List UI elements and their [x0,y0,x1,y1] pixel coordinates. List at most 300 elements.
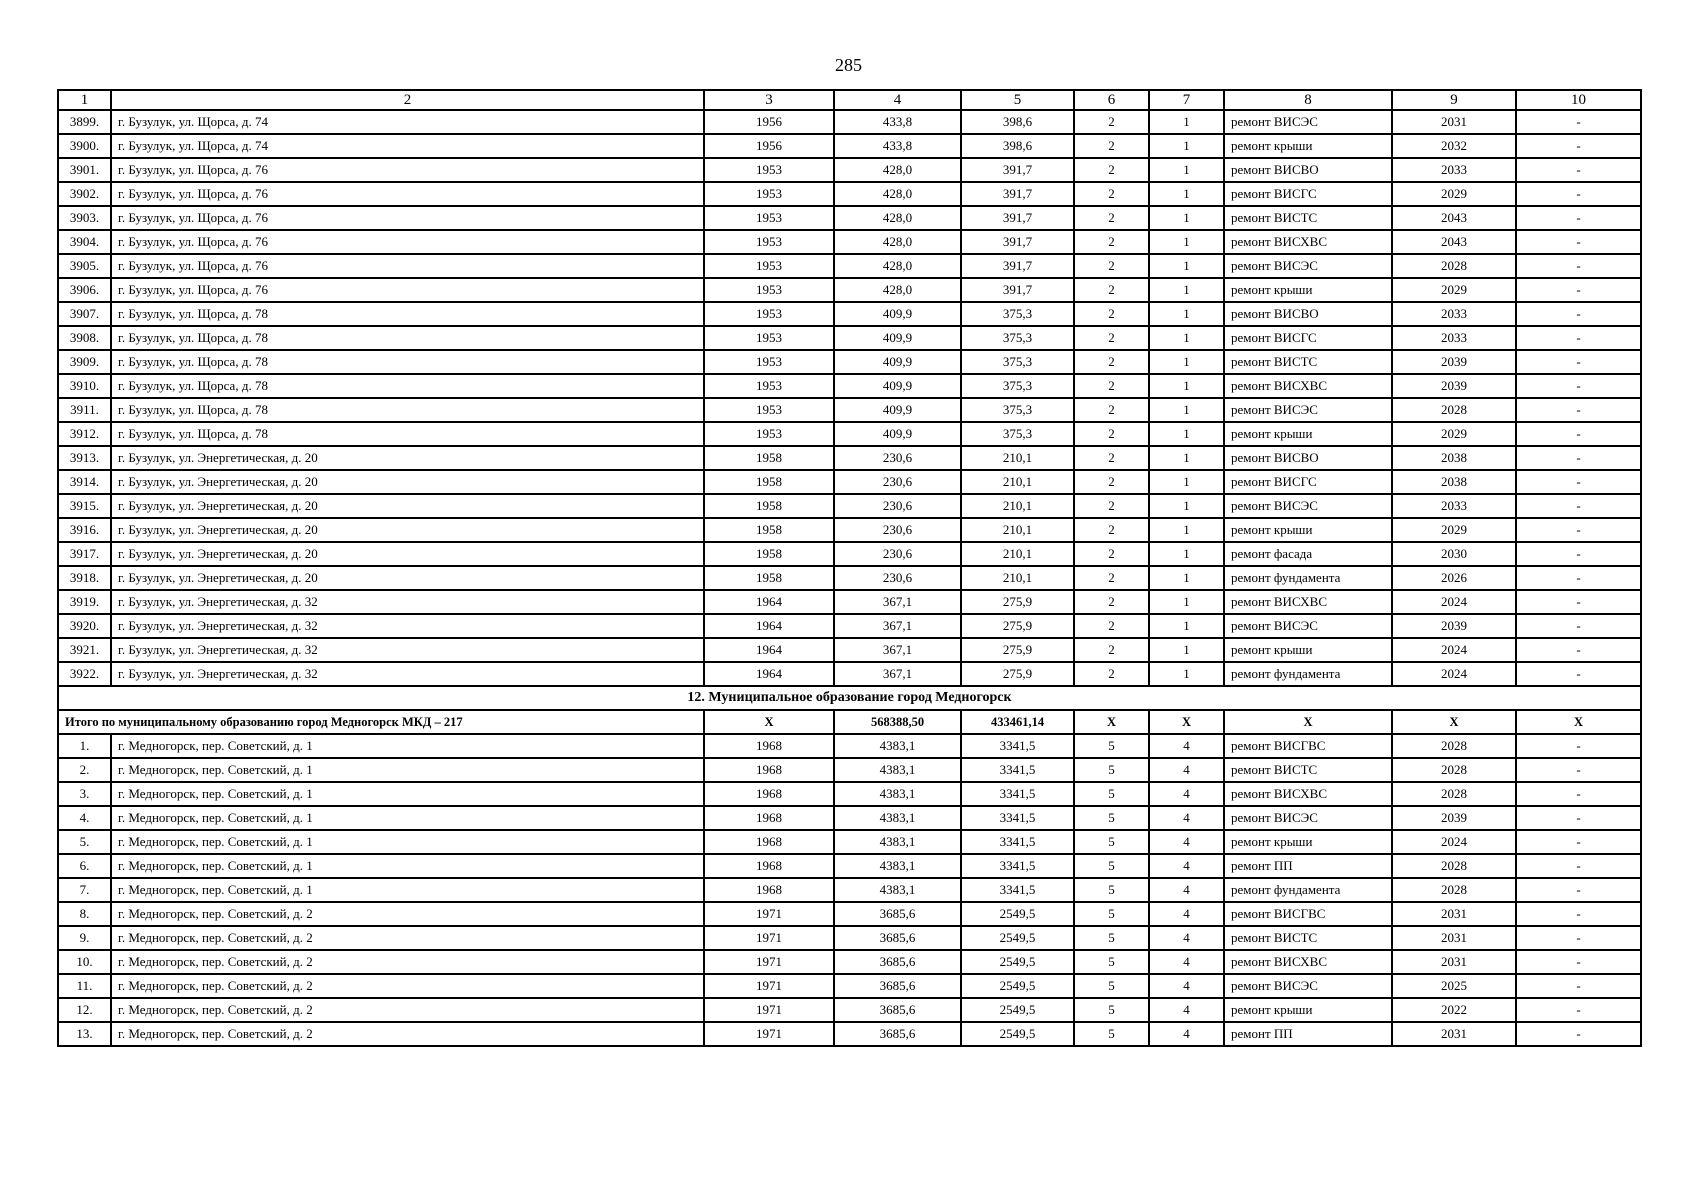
address-cell: г. Бузулук, ул. Щорса, д. 78 [111,302,704,326]
entrances-cell: 4 [1149,878,1224,902]
living-area-cell: 275,9 [961,614,1074,638]
entrances-cell: 1 [1149,470,1224,494]
column-header: 6 [1074,90,1149,110]
planned-year-cell: 2043 [1392,230,1516,254]
entrances-cell: 1 [1149,662,1224,686]
work-type-cell: ремонт ПП [1224,1022,1392,1046]
floors-cell: 2 [1074,206,1149,230]
address-cell: г. Бузулук, ул. Щорса, д. 76 [111,158,704,182]
note-cell: - [1516,350,1641,374]
row-number-cell: 7. [58,878,111,902]
total-value: X [704,710,834,734]
year-built-cell: 1968 [704,830,834,854]
row-number-cell: 6. [58,854,111,878]
row-number-cell: 3919. [58,590,111,614]
living-area-cell: 375,3 [961,422,1074,446]
address-cell: г. Бузулук, ул. Энергетическая, д. 20 [111,542,704,566]
total-area-cell: 230,6 [834,566,961,590]
register-table-body [58,90,1641,1046]
planned-year-cell: 2028 [1392,734,1516,758]
living-area-cell: 275,9 [961,662,1074,686]
work-type-cell: ремонт ВИСЭС [1224,806,1392,830]
work-type-cell: ремонт ВИСТС [1224,758,1392,782]
table-row [58,974,1641,998]
entrances-cell: 4 [1149,734,1224,758]
section-row [58,686,1641,710]
planned-year-cell: 2033 [1392,326,1516,350]
floors-cell: 5 [1074,830,1149,854]
year-built-cell: 1958 [704,542,834,566]
note-cell: - [1516,446,1641,470]
table-row [58,806,1641,830]
year-built-cell: 1953 [704,350,834,374]
living-area-cell: 375,3 [961,326,1074,350]
year-built-cell: 1953 [704,374,834,398]
work-type-cell: ремонт ВИСЭС [1224,398,1392,422]
note-cell: - [1516,614,1641,638]
floors-cell: 5 [1074,854,1149,878]
address-cell: г. Бузулук, ул. Щорса, д. 76 [111,206,704,230]
row-number-cell: 3. [58,782,111,806]
living-area-cell: 210,1 [961,446,1074,470]
floors-cell: 2 [1074,542,1149,566]
entrances-cell: 1 [1149,230,1224,254]
year-built-cell: 1953 [704,230,834,254]
note-cell: - [1516,566,1641,590]
planned-year-cell: 2028 [1392,254,1516,278]
row-number-cell: 3906. [58,278,111,302]
page-number: 285 [835,55,862,75]
entrances-cell: 4 [1149,902,1224,926]
year-built-cell: 1971 [704,902,834,926]
year-built-cell: 1971 [704,950,834,974]
total-value: X [1224,710,1392,734]
total-area-cell: 367,1 [834,638,961,662]
work-type-cell: ремонт ВИСЭС [1224,110,1392,134]
year-built-cell: 1971 [704,926,834,950]
floors-cell: 2 [1074,662,1149,686]
living-area-cell: 2549,5 [961,1022,1074,1046]
total-area-cell: 230,6 [834,518,961,542]
year-built-cell: 1958 [704,494,834,518]
total-area-cell: 367,1 [834,614,961,638]
living-area-cell: 391,7 [961,254,1074,278]
address-cell: г. Медногорск, пер. Советский, д. 2 [111,950,704,974]
header-row [58,90,1641,110]
note-cell: - [1516,542,1641,566]
floors-cell: 2 [1074,446,1149,470]
work-type-cell: ремонт крыши [1224,422,1392,446]
entrances-cell: 1 [1149,590,1224,614]
living-area-cell: 375,3 [961,302,1074,326]
row-number-cell: 3899. [58,110,111,134]
entrances-cell: 1 [1149,638,1224,662]
table-row [58,998,1641,1022]
planned-year-cell: 2024 [1392,638,1516,662]
living-area-cell: 210,1 [961,470,1074,494]
living-area-cell: 2549,5 [961,950,1074,974]
planned-year-cell: 2024 [1392,830,1516,854]
living-area-cell: 210,1 [961,518,1074,542]
table-row [58,854,1641,878]
entrances-cell: 1 [1149,422,1224,446]
work-type-cell: ремонт ВИСВО [1224,158,1392,182]
row-number-cell: 3905. [58,254,111,278]
address-cell: г. Медногорск, пер. Советский, д. 1 [111,854,704,878]
year-built-cell: 1971 [704,998,834,1022]
total-area-cell: 428,0 [834,182,961,206]
note-cell: - [1516,422,1641,446]
table-row [58,230,1641,254]
planned-year-cell: 2028 [1392,758,1516,782]
address-cell: г. Медногорск, пер. Советский, д. 1 [111,782,704,806]
year-built-cell: 1958 [704,566,834,590]
living-area-cell: 391,7 [961,278,1074,302]
row-number-cell: 1. [58,734,111,758]
living-area-cell: 3341,5 [961,854,1074,878]
row-number-cell: 3921. [58,638,111,662]
floors-cell: 5 [1074,902,1149,926]
total-area-cell: 230,6 [834,470,961,494]
planned-year-cell: 2039 [1392,350,1516,374]
note-cell: - [1516,662,1641,686]
total-area-cell: 428,0 [834,206,961,230]
column-header: 1 [58,90,111,110]
total-area-cell: 409,9 [834,422,961,446]
total-value: 568388,50 [834,710,961,734]
address-cell: г. Медногорск, пер. Советский, д. 1 [111,758,704,782]
year-built-cell: 1968 [704,734,834,758]
planned-year-cell: 2033 [1392,302,1516,326]
planned-year-cell: 2024 [1392,590,1516,614]
work-type-cell: ремонт ВИСХВС [1224,230,1392,254]
year-built-cell: 1953 [704,326,834,350]
address-cell: г. Бузулук, ул. Щорса, д. 74 [111,134,704,158]
address-cell: г. Бузулук, ул. Щорса, д. 78 [111,326,704,350]
work-type-cell: ремонт ВИСВО [1224,302,1392,326]
floors-cell: 2 [1074,326,1149,350]
living-area-cell: 398,6 [961,110,1074,134]
total-value: X [1074,710,1149,734]
floors-cell: 2 [1074,566,1149,590]
column-header: 8 [1224,90,1392,110]
planned-year-cell: 2039 [1392,806,1516,830]
entrances-cell: 4 [1149,950,1224,974]
total-area-cell: 230,6 [834,446,961,470]
row-number-cell: 8. [58,902,111,926]
year-built-cell: 1953 [704,278,834,302]
note-cell: - [1516,254,1641,278]
table-row [58,350,1641,374]
living-area-cell: 3341,5 [961,758,1074,782]
note-cell: - [1516,734,1641,758]
work-type-cell: ремонт ВИСХВС [1224,374,1392,398]
entrances-cell: 1 [1149,254,1224,278]
year-built-cell: 1958 [704,446,834,470]
total-area-cell: 4383,1 [834,782,961,806]
year-built-cell: 1953 [704,422,834,446]
address-cell: г. Бузулук, ул. Щорса, д. 78 [111,422,704,446]
table-row [58,326,1641,350]
address-cell: г. Бузулук, ул. Энергетическая, д. 32 [111,614,704,638]
floors-cell: 2 [1074,470,1149,494]
work-type-cell: ремонт ВИСГВС [1224,734,1392,758]
note-cell: - [1516,182,1641,206]
total-area-cell: 428,0 [834,158,961,182]
row-number-cell: 3900. [58,134,111,158]
total-area-cell: 409,9 [834,350,961,374]
column-header: 9 [1392,90,1516,110]
address-cell: г. Бузулук, ул. Энергетическая, д. 32 [111,638,704,662]
row-number-cell: 10. [58,950,111,974]
work-type-cell: ремонт ВИСТС [1224,926,1392,950]
note-cell: - [1516,470,1641,494]
note-cell: - [1516,494,1641,518]
table-row [58,374,1641,398]
floors-cell: 2 [1074,110,1149,134]
note-cell: - [1516,590,1641,614]
total-area-cell: 4383,1 [834,878,961,902]
total-area-cell: 428,0 [834,254,961,278]
row-number-cell: 3907. [58,302,111,326]
address-cell: г. Бузулук, ул. Энергетическая, д. 20 [111,470,704,494]
planned-year-cell: 2022 [1392,998,1516,1022]
planned-year-cell: 2031 [1392,110,1516,134]
entrances-cell: 1 [1149,566,1224,590]
entrances-cell: 4 [1149,830,1224,854]
note-cell: - [1516,302,1641,326]
living-area-cell: 2549,5 [961,974,1074,998]
planned-year-cell: 2039 [1392,614,1516,638]
living-area-cell: 375,3 [961,398,1074,422]
planned-year-cell: 2028 [1392,878,1516,902]
table-row [58,254,1641,278]
row-number-cell: 3914. [58,470,111,494]
row-number-cell: 3917. [58,542,111,566]
table-row [58,566,1641,590]
living-area-cell: 3341,5 [961,734,1074,758]
floors-cell: 5 [1074,926,1149,950]
year-built-cell: 1953 [704,158,834,182]
planned-year-cell: 2028 [1392,854,1516,878]
total-area-cell: 409,9 [834,374,961,398]
year-built-cell: 1956 [704,110,834,134]
living-area-cell: 3341,5 [961,830,1074,854]
living-area-cell: 391,7 [961,158,1074,182]
living-area-cell: 3341,5 [961,878,1074,902]
table-row [58,542,1641,566]
planned-year-cell: 2033 [1392,494,1516,518]
address-cell: г. Медногорск, пер. Советский, д. 2 [111,902,704,926]
row-number-cell: 3913. [58,446,111,470]
total-area-cell: 4383,1 [834,830,961,854]
address-cell: г. Бузулук, ул. Щорса, д. 76 [111,230,704,254]
row-number-cell: 9. [58,926,111,950]
work-type-cell: ремонт ВИСЭС [1224,974,1392,998]
row-number-cell: 3916. [58,518,111,542]
total-value: X [1149,710,1224,734]
row-number-cell: 11. [58,974,111,998]
year-built-cell: 1968 [704,806,834,830]
living-area-cell: 210,1 [961,566,1074,590]
note-cell: - [1516,278,1641,302]
entrances-cell: 4 [1149,998,1224,1022]
planned-year-cell: 2031 [1392,950,1516,974]
planned-year-cell: 2024 [1392,662,1516,686]
row-number-cell: 3910. [58,374,111,398]
total-area-cell: 230,6 [834,494,961,518]
planned-year-cell: 2026 [1392,566,1516,590]
row-number-cell: 3903. [58,206,111,230]
entrances-cell: 1 [1149,614,1224,638]
address-cell: г. Медногорск, пер. Советский, д. 1 [111,734,704,758]
row-number-cell: 3915. [58,494,111,518]
entrances-cell: 4 [1149,1022,1224,1046]
row-number-cell: 3901. [58,158,111,182]
table-row [58,518,1641,542]
floors-cell: 2 [1074,302,1149,326]
table-row [58,206,1641,230]
living-area-cell: 275,9 [961,590,1074,614]
total-area-cell: 433,8 [834,110,961,134]
year-built-cell: 1953 [704,206,834,230]
floors-cell: 2 [1074,374,1149,398]
note-cell: - [1516,950,1641,974]
address-cell: г. Бузулук, ул. Энергетическая, д. 20 [111,566,704,590]
work-type-cell: ремонт ПП [1224,854,1392,878]
row-number-cell: 3911. [58,398,111,422]
table-row [58,1022,1641,1046]
living-area-cell: 391,7 [961,206,1074,230]
floors-cell: 2 [1074,134,1149,158]
total-area-cell: 409,9 [834,302,961,326]
planned-year-cell: 2029 [1392,278,1516,302]
entrances-cell: 1 [1149,518,1224,542]
note-cell: - [1516,806,1641,830]
address-cell: г. Бузулук, ул. Энергетическая, д. 20 [111,494,704,518]
floors-cell: 2 [1074,422,1149,446]
work-type-cell: ремонт ВИСХВС [1224,950,1392,974]
planned-year-cell: 2038 [1392,470,1516,494]
year-built-cell: 1964 [704,590,834,614]
entrances-cell: 1 [1149,110,1224,134]
work-type-cell: ремонт крыши [1224,998,1392,1022]
planned-year-cell: 2031 [1392,1022,1516,1046]
table-row [58,926,1641,950]
total-area-cell: 428,0 [834,278,961,302]
living-area-cell: 2549,5 [961,926,1074,950]
table-row [58,446,1641,470]
year-built-cell: 1953 [704,302,834,326]
note-cell: - [1516,830,1641,854]
total-area-cell: 3685,6 [834,974,961,998]
living-area-cell: 375,3 [961,350,1074,374]
total-label: Итого по муниципальному образованию город Медногорск МКД – 217 [58,710,704,734]
total-area-cell: 428,0 [834,230,961,254]
address-cell: г. Медногорск, пер. Советский, д. 2 [111,974,704,998]
entrances-cell: 4 [1149,926,1224,950]
column-header: 4 [834,90,961,110]
column-header: 10 [1516,90,1641,110]
note-cell: - [1516,782,1641,806]
entrances-cell: 1 [1149,398,1224,422]
column-header: 2 [111,90,704,110]
floors-cell: 5 [1074,950,1149,974]
address-cell: г. Медногорск, пер. Советский, д. 2 [111,926,704,950]
table-row [58,638,1641,662]
row-number-cell: 12. [58,998,111,1022]
living-area-cell: 3341,5 [961,782,1074,806]
year-built-cell: 1971 [704,974,834,998]
work-type-cell: ремонт ВИСХВС [1224,590,1392,614]
year-built-cell: 1956 [704,134,834,158]
planned-year-cell: 2029 [1392,518,1516,542]
entrances-cell: 4 [1149,854,1224,878]
year-built-cell: 1968 [704,878,834,902]
register-table [57,89,1642,1047]
work-type-cell: ремонт фундамента [1224,566,1392,590]
address-cell: г. Бузулук, ул. Энергетическая, д. 20 [111,518,704,542]
row-number-cell: 3909. [58,350,111,374]
address-cell: г. Медногорск, пер. Советский, д. 2 [111,1022,704,1046]
total-area-cell: 3685,6 [834,998,961,1022]
year-built-cell: 1953 [704,254,834,278]
address-cell: г. Бузулук, ул. Щорса, д. 74 [111,110,704,134]
floors-cell: 2 [1074,494,1149,518]
entrances-cell: 1 [1149,326,1224,350]
year-built-cell: 1968 [704,782,834,806]
living-area-cell: 2549,5 [961,998,1074,1022]
row-number-cell: 13. [58,1022,111,1046]
row-number-cell: 3908. [58,326,111,350]
floors-cell: 2 [1074,590,1149,614]
living-area-cell: 2549,5 [961,902,1074,926]
note-cell: - [1516,134,1641,158]
address-cell: г. Бузулук, ул. Щорса, д. 78 [111,350,704,374]
work-type-cell: ремонт ВИСЭС [1224,254,1392,278]
floors-cell: 2 [1074,278,1149,302]
note-cell: - [1516,158,1641,182]
floors-cell: 5 [1074,734,1149,758]
note-cell: - [1516,206,1641,230]
table-row [58,182,1641,206]
table-row [58,278,1641,302]
work-type-cell: ремонт крыши [1224,278,1392,302]
entrances-cell: 1 [1149,494,1224,518]
planned-year-cell: 2028 [1392,782,1516,806]
year-built-cell: 1953 [704,398,834,422]
planned-year-cell: 2033 [1392,158,1516,182]
total-area-cell: 3685,6 [834,950,961,974]
note-cell: - [1516,518,1641,542]
note-cell: - [1516,998,1641,1022]
year-built-cell: 1958 [704,518,834,542]
total-area-cell: 3685,6 [834,1022,961,1046]
address-cell: г. Бузулук, ул. Энергетическая, д. 32 [111,662,704,686]
floors-cell: 2 [1074,518,1149,542]
planned-year-cell: 2039 [1392,374,1516,398]
living-area-cell: 375,3 [961,374,1074,398]
year-built-cell: 1953 [704,182,834,206]
planned-year-cell: 2029 [1392,422,1516,446]
note-cell: - [1516,902,1641,926]
table-row [58,422,1641,446]
total-value: X [1392,710,1516,734]
total-area-cell: 367,1 [834,590,961,614]
entrances-cell: 1 [1149,302,1224,326]
work-type-cell: ремонт фундамента [1224,662,1392,686]
year-built-cell: 1958 [704,470,834,494]
